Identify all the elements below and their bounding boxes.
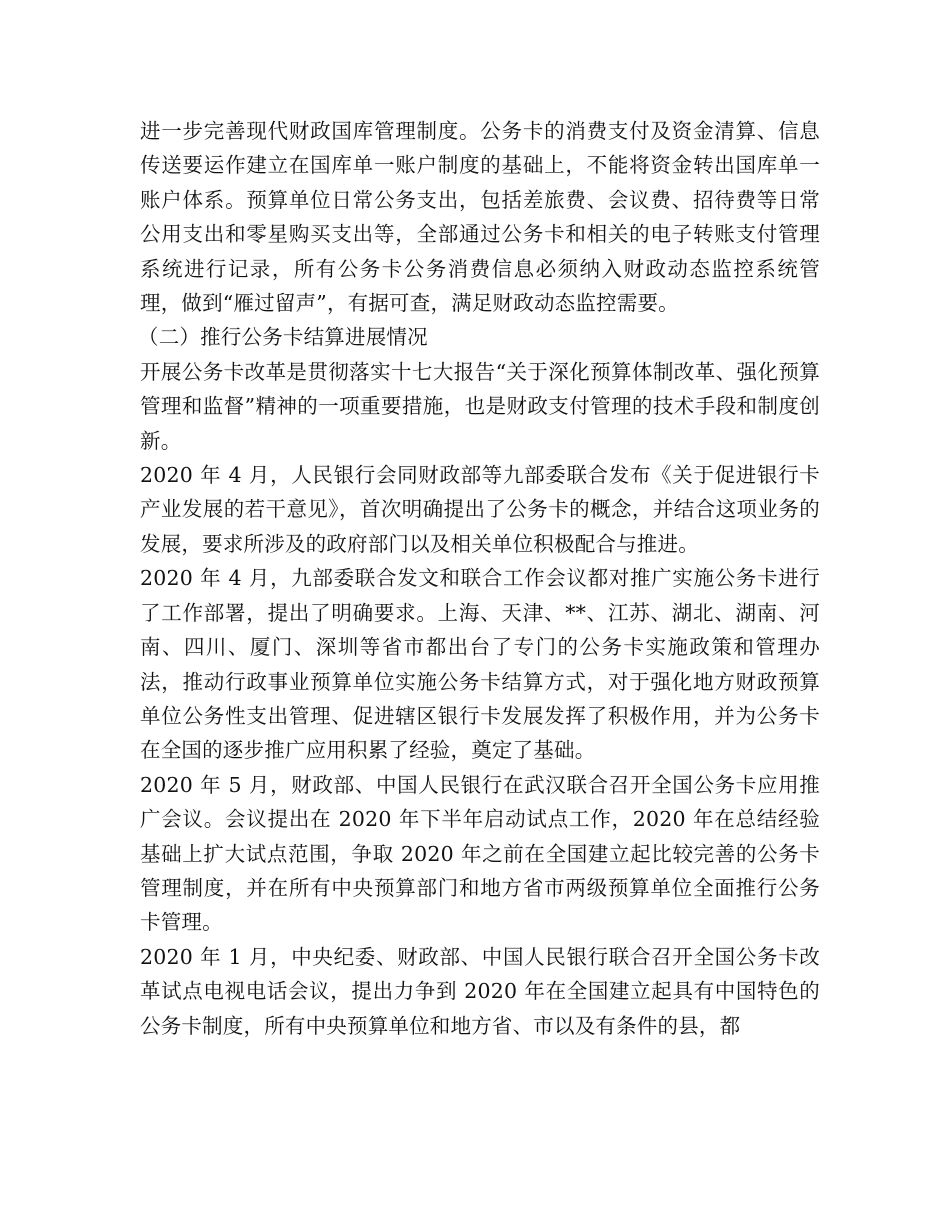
paragraph-bank-card-opinion: 2020 年 4 月，人民银行会同财政部等九部委联合发布《关于促进银行卡产业发展的若干意见》，首次明确提出了公务卡的概念，并结合这项业务的发展，要求所涉及的政府部门以及相关单位积极配合与推进。 — [140, 463, 820, 556]
paragraph-nine-ministries: 2020 年 4 月，九部委联合发文和联合工作会议都对推广实施公务卡进行了工作部署，提出了明确要求。上海、天津、**、江苏、湖北、湖南、河南、四川、厦门、深圳等省市都出台了专门的公务卡实施政策和管理办法，推动行政事业预算单位实施公务卡结算方式，对于强化地方财政预算单位公务性支出管理、促进辖区银行卡发展发挥了积极作用，并为公务卡在全国的逐步推广应用积累了经验，奠定了基础。 — [140, 566, 820, 763]
paragraph-reform-significance: 开展公务卡改革是贯彻落实十七大报告“关于深化预算体制改革、强化预算管理和监督”精神的一项重要措施，也是财政支付管理的技术手段和制度创新。 — [140, 359, 820, 453]
paragraph-wuhan-conference: 2020 年 5 月，财政部、中国人民银行在武汉联合召开全国公务卡应用推广会议。会议提出在 2020 年下半年启动试点工作，2020 年在总结经验基础上扩大试点范围，争取 2020 年之前在全国建立起比较完善的公务卡管理制度，并在所有中央预算部门和地方省市两级预算单位全面推行公务卡管理。 — [140, 772, 820, 935]
document-body — [140, 114, 820, 1043]
paragraph-video-conference: 2020 年 1 月，中央纪委、财政部、中国人民银行联合召开全国公务卡改革试点电视电话会议，提出力争到 2020 年在全国建立起具有中国特色的公务卡制度，所有中央预算单位和地方省、市以及有条件的县，都 — [140, 944, 820, 1038]
paragraph-treasury-management: 进一步完善现代财政国库管理制度。公务卡的消费支付及资金清算、信息传送要运作建立在国库单一账户制度的基础上，不能将资金转出国库单一账户体系。预算单位日常公务支出，包括差旅费、会议费、招待费等日常公用支出和零星购买支出等，全部通过公务卡和相关的电子转账支付管理系统进行记录，所有公务卡公务消费信息必须纳入财政动态监控系统管理，做到“雁过留声”，有据可查，满足财政动态监控需要。 — [140, 119, 820, 316]
section-heading-progress: （二）推行公务卡结算进展情况 — [138, 325, 428, 350]
